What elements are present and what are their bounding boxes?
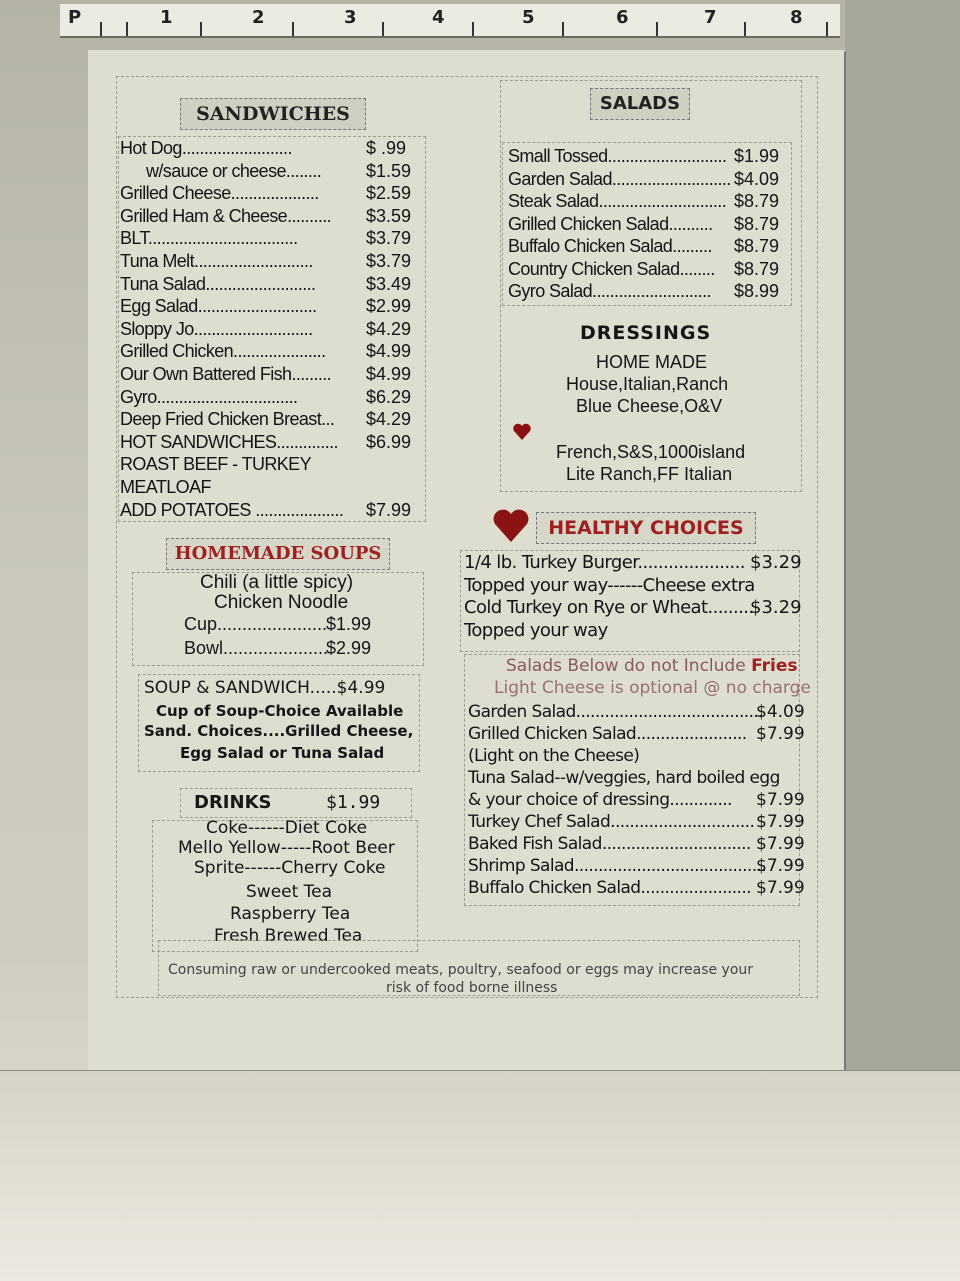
salads-title: SALADS	[590, 88, 690, 120]
sandwich-item: ROAST BEEF - TURKEY	[120, 454, 311, 475]
salad-item-price: $8.79	[734, 191, 780, 211]
healthy-salad-item: Turkey Chef Salad..............................	[468, 812, 755, 832]
drink-line: Raspberry Tea	[230, 904, 351, 924]
sandwich-item: Sloppy Jo...........................	[120, 318, 313, 339]
ruler-tick	[744, 22, 746, 36]
sandwich-item-price: $4.29	[366, 318, 412, 339]
soup-line: Chicken Noodle	[214, 592, 349, 613]
healthy-item: Topped your way	[464, 619, 608, 641]
soup-sandwich-title: SOUP & SANDWICH.....$4.99	[144, 678, 386, 698]
sandwich-item-price: $4.29	[366, 409, 412, 430]
salad-item: Small Tossed...........................	[508, 146, 727, 166]
healthy-item: 1/4 lb. Turkey Burger.....................	[464, 552, 745, 573]
sandwich-item-price: $4.99	[366, 341, 412, 362]
sandwich-item: w/sauce or cheese........	[146, 160, 322, 181]
soup-sandwich-line: Sand. Choices....Grilled Cheese,	[144, 722, 414, 740]
sandwich-item: Tuna Melt...........................	[120, 251, 313, 271]
sandwich-item-price: $7.99	[366, 499, 412, 520]
ruler-number: 5	[522, 7, 535, 28]
sandwich-item: Grilled Cheese....................	[120, 183, 319, 204]
soup-bowl: Bowl.....................	[184, 638, 329, 658]
sandwich-item-price: $2.99	[366, 296, 412, 317]
drink-line: Sprite------Cherry Coke	[194, 858, 386, 878]
healthy-salad-item-price: $7.99	[756, 724, 805, 744]
footer-warning: Consuming raw or undercooked meats, poultry, seafood or eggs may increase your	[168, 962, 754, 978]
salad-item: Buffalo Chicken Salad.........	[508, 236, 712, 256]
drinks-price: $1.99	[326, 792, 381, 813]
soup-bowl-price: $2.99	[326, 638, 372, 658]
drink-line: Fresh Brewed Tea	[214, 926, 363, 946]
healthy-salad-item: Buffalo Chicken Salad.......................	[468, 878, 751, 898]
ruler-number: 3	[344, 7, 357, 28]
sandwich-item: Grilled Ham & Cheese..........	[120, 205, 332, 226]
ruler-number: 6	[616, 7, 629, 28]
sandwich-item: Gyro................................	[120, 386, 298, 407]
healthy-note-text: Salads Below do not Include	[506, 656, 752, 676]
soup-cup-price: $1.99	[326, 614, 372, 634]
salad-item-price: $1.99	[734, 146, 780, 166]
healthy-note: Light Cheese is optional @ no charge	[494, 678, 811, 698]
dressing-line: HOME MADE	[596, 352, 708, 372]
soups-title: HOMEMADE SOUPS	[166, 538, 390, 570]
ruler-tick	[292, 22, 294, 36]
sandwich-item: Hot Dog.........................	[120, 138, 292, 158]
dressing-line: Blue Cheese,O&V	[576, 396, 723, 416]
document-page[interactable]	[88, 50, 844, 1070]
ruler-tick	[472, 22, 474, 36]
dressings-title: DRESSINGS	[580, 322, 712, 344]
sandwich-item: Tuna Salad.........................	[120, 273, 316, 294]
ruler-number: 1	[160, 7, 173, 28]
dressing-line: French,S&S,1000island	[556, 442, 746, 462]
heart-icon	[490, 506, 532, 546]
healthy-salad-item-price: $4.09	[756, 702, 805, 722]
healthy-item: Cold Turkey on Rye or Wheat.........	[464, 597, 754, 618]
ruler-tick	[656, 22, 658, 36]
sandwich-item: MEATLOAF	[120, 477, 211, 497]
healthy-salad-item: Grilled Chicken Salad.......................	[468, 724, 747, 744]
ruler-tick	[562, 22, 564, 36]
sandwich-item-price: $2.59	[366, 183, 412, 204]
soup-cup: Cup......................	[184, 614, 328, 634]
soup-sandwich-line: Egg Salad or Tuna Salad	[180, 744, 385, 762]
ruler-mark-0: P	[68, 7, 82, 28]
healthy-salad-item-price: $7.99	[756, 812, 805, 832]
sandwich-item-price: $4.99	[366, 364, 412, 384]
healthy-salad-item: (Light on the Cheese)	[468, 746, 640, 766]
ruler-tick	[100, 22, 102, 36]
sandwich-item-price: $1.59	[366, 160, 412, 181]
footer-warning: risk of food borne illness	[386, 980, 558, 996]
sandwich-item-price: $3.49	[366, 273, 412, 294]
salad-item-price: $8.79	[734, 258, 780, 279]
healthy-item: Topped your way------Cheese extra	[464, 574, 755, 596]
salad-item-price: $4.09	[734, 168, 780, 189]
healthy-note-fries: Fries	[751, 656, 798, 676]
healthy-title: HEALTHY CHOICES	[536, 512, 756, 544]
drink-line: Mello Yellow-----Root Beer	[178, 838, 395, 858]
healthy-salad-item-price: $7.99	[756, 878, 805, 898]
soup-sandwich-line: Cup of Soup-Choice Available	[156, 702, 404, 720]
ruler-number: 7	[704, 7, 717, 28]
drinks-title: DRINKS	[194, 792, 272, 813]
healthy-salad-item: Baked Fish Salad...............................	[468, 834, 751, 854]
dressing-line: Lite Ranch,FF Italian	[566, 464, 733, 484]
sandwich-item-price: $ .99	[366, 138, 407, 158]
sandwich-item: Grilled Chicken.....................	[120, 341, 326, 362]
sandwich-item-price: $3.59	[366, 205, 412, 226]
sandwich-item: ADD POTATOES ....................	[120, 499, 344, 520]
healthy-note	[506, 656, 797, 676]
sandwich-item: Deep Fried Chicken Breast...	[120, 409, 335, 430]
healthy-salad-item: Tuna Salad--w/veggies, hard boiled egg	[468, 768, 780, 788]
sandwich-item: Egg Salad...........................	[120, 296, 317, 317]
ruler-tick	[126, 22, 128, 36]
sandwich-item-price: $6.99	[366, 431, 412, 452]
ruler-tick	[382, 22, 384, 36]
right-margin	[845, 0, 960, 1070]
healthy-salad-item: Garden Salad.......................................	[468, 702, 763, 722]
healthy-item-price: $3.29	[750, 597, 802, 618]
salad-item: Garden Salad...........................	[508, 168, 731, 189]
ruler-number: 4	[432, 7, 445, 28]
healthy-salad-item-price: $7.99	[756, 790, 805, 810]
healthy-salad-item: Shrimp Salad........................................	[468, 856, 767, 876]
salad-item: Grilled Chicken Salad..........	[508, 213, 713, 234]
sandwich-item-price: $6.29	[366, 386, 412, 407]
drink-line: Coke------Diet Coke	[206, 818, 368, 838]
ruler-tick	[826, 22, 828, 36]
sandwiches-title: SANDWICHES	[180, 98, 366, 130]
sandwich-item-price: $3.79	[366, 251, 412, 271]
dressing-line: House,Italian,Ranch	[566, 374, 729, 394]
heart-icon	[512, 422, 532, 442]
healthy-salad-item-price: $7.99	[756, 834, 805, 854]
sandwich-item: BLT..................................	[120, 228, 298, 249]
sandwich-item: Our Own Battered Fish.........	[120, 364, 332, 384]
ruler-number: 8	[790, 7, 803, 28]
ruler-number: 2	[252, 7, 265, 28]
sandwich-item: HOT SANDWICHES..............	[120, 431, 338, 452]
healthy-item-price: $3.29	[750, 552, 802, 573]
horizontal-ruler[interactable]	[60, 4, 840, 38]
salad-item-price: $8.79	[734, 236, 780, 256]
healthy-salad-item: & your choice of dressing.............	[468, 790, 732, 810]
ruler-tick	[200, 22, 202, 36]
document-area-below-page	[0, 1070, 960, 1281]
salad-item: Gyro Salad...........................	[508, 281, 711, 301]
salad-item: Country Chicken Salad........	[508, 258, 715, 279]
salad-item: Steak Salad.............................	[508, 191, 727, 211]
healthy-salad-item-price: $7.99	[756, 856, 805, 876]
sandwich-item-price: $3.79	[366, 228, 412, 249]
salad-item-price: $8.79	[734, 213, 780, 234]
salad-item-price: $8.99	[734, 281, 780, 301]
soup-line: Chili (a little spicy)	[200, 572, 354, 593]
drink-line: Sweet Tea	[246, 882, 333, 902]
